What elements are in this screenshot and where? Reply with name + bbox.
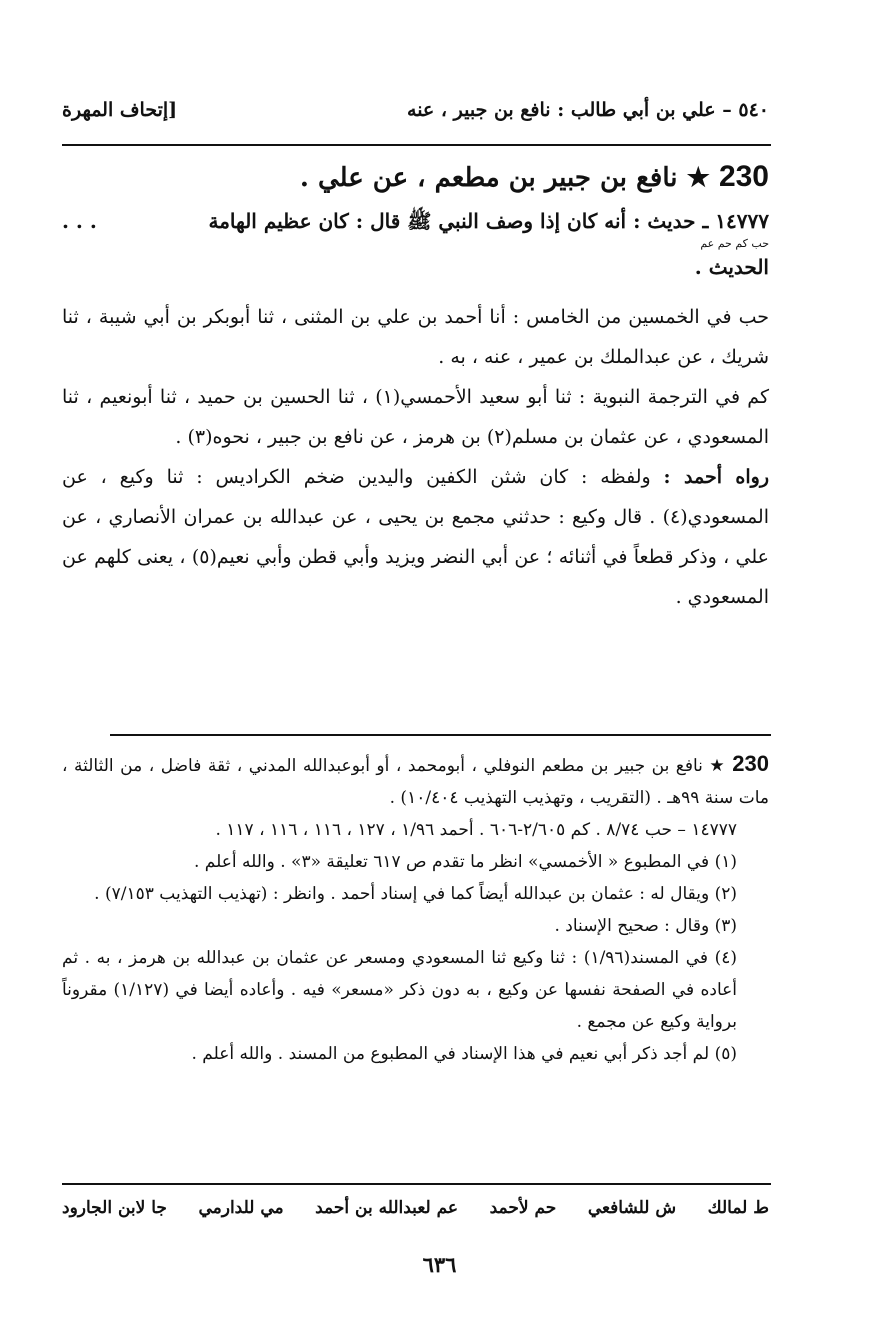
footnote-3: (٣) وقال : صحيح الإسناد .: [554, 916, 737, 936]
running-header: [62, 92, 769, 128]
main-text: [62, 155, 769, 617]
legend-item: جا لابن الجارود: [62, 1198, 167, 1218]
paragraph-ibn-hibban: حب في الخمسين من الخامس : أنا أحمد بن علي بن المثنى ، ثنا أبوبكر بن أبي شيبة ، ثنا شريك ، عن عبدالملك بن عمير ، عنه ، به .: [62, 306, 769, 368]
paragraph-ahmad: [62, 457, 769, 617]
legend-item: حم لأحمد: [489, 1198, 557, 1218]
header-rule: [62, 144, 771, 146]
legend-item: ط لمالك: [707, 1198, 769, 1218]
hadith-entry: [62, 205, 769, 283]
sigla-legend: [62, 1198, 769, 1232]
star-icon: ★: [686, 163, 710, 193]
narrator-text: نافع بن جبير بن مطعم ، عن علي .: [299, 163, 678, 193]
hadith-ellipsis: . . .: [62, 209, 97, 233]
hadith-line-1: ١٤٧٧٧ ـ حديث : أنه كان إذا وصف النبي ﷺ قال : كان عظيم الهامة: [208, 209, 769, 233]
header-book-title: [إتحاف المهرة: [62, 99, 178, 121]
hadith-sigla: حب كم حم عم: [700, 237, 769, 250]
hadith-line-2: الحديث .: [694, 255, 769, 279]
legend-item: مي للدارمي: [198, 1198, 284, 1218]
footnote-5: (٥) لم أجد ذكر أبي نعيم في هذا الإسناد في المطبوع من المسند . والله أعلم .: [191, 1044, 737, 1064]
legend-rule: [62, 1183, 771, 1185]
bio-number: 230: [732, 751, 769, 776]
narrator-number: 230: [718, 160, 769, 193]
paragraph-hakim: كم في الترجمة النبوية : ثنا أبو سعيد الأحمسي(١) ، ثنا الحسين بن حميد ، ثنا أبونعيم ، ثنا المسعودي ، عن عثمان بن مسلم(٢) بن هرمز ، عن نافع بن جبير ، نحوه(٣) .: [62, 386, 769, 448]
page-number: ٦٣٦: [422, 1252, 457, 1277]
legend-item: ش للشافعي: [587, 1198, 677, 1218]
legend-item: عم لعبدالله بن أحمد: [315, 1198, 459, 1218]
footnote-4: (٤) في المسند(١/٩٦) : ثنا وكيع ثنا المسعودي ومسعر عن عثمان بن عبدالله بن هرمز ، به . ثم أعاده في الصفحة نفسها عن وكيع ، به دون ذكر «مسعر» فيه . وأعاده أيضا في (١/١٢٧) مقروناً برواية وكيع عن مجمع .: [62, 948, 737, 1032]
narrator-heading: [62, 155, 769, 199]
ahmad-lead: رواه أحمد :: [663, 466, 769, 488]
footnote-1: (١) في المطبوع « الأخمسي» انظر ما تقدم ص ٦١٧ تعليقة «٣» . والله أعلم .: [193, 852, 737, 872]
star-icon: ★: [709, 756, 726, 776]
bio-text: نافع بن جبير بن مطعم النوفلي ، أبومحمد ، أو أبوعبدالله المدني ، ثقة فاضل ، من الثالثة ، مات سنة ٩٩هـ . (التقريب ، وتهذيب التهذيب ١٠/٤٠٤) .: [62, 756, 769, 808]
footnote-biography: [62, 748, 769, 814]
footnote-2: (٢) ويقال له : عثمان بن عبدالله أيضاً كما في إسناد أحمد . وانظر : (تهذيب التهذيب ٧/١٥٣) .: [94, 884, 737, 904]
footnote-rule: [110, 734, 771, 736]
ahmad-text: ولفظه : كان شثن الكفين واليدين ضخم الكراديس : ثنا وكيع ، عن المسعودي(٤) . قال وكيع : حدثني مجمع بن يحيى ، عن عبدالله بن عمران الأنصاري ، عن علي ، وذكر قطعاً في أثنائه ؛ عن أبي النضر ويزيد وأبي قطن وأبي نعيم(٥) ، يعنى كلهم عن المسعودي .: [62, 466, 769, 608]
header-chapter-title: ٥٤٠ – علي بن أبي طالب : نافع بن جبير ، عنه: [407, 99, 769, 121]
footnote-references: ١٤٧٧٧ – حب ٨/٧٤ . كم ٢/٦٠٥-٦٠٦ . أحمد ١/٩٦ ، ١٢٧ ، ١١٦ ، ١١٦ ، ١١٧ .: [215, 820, 737, 840]
footnotes: [62, 748, 769, 1070]
